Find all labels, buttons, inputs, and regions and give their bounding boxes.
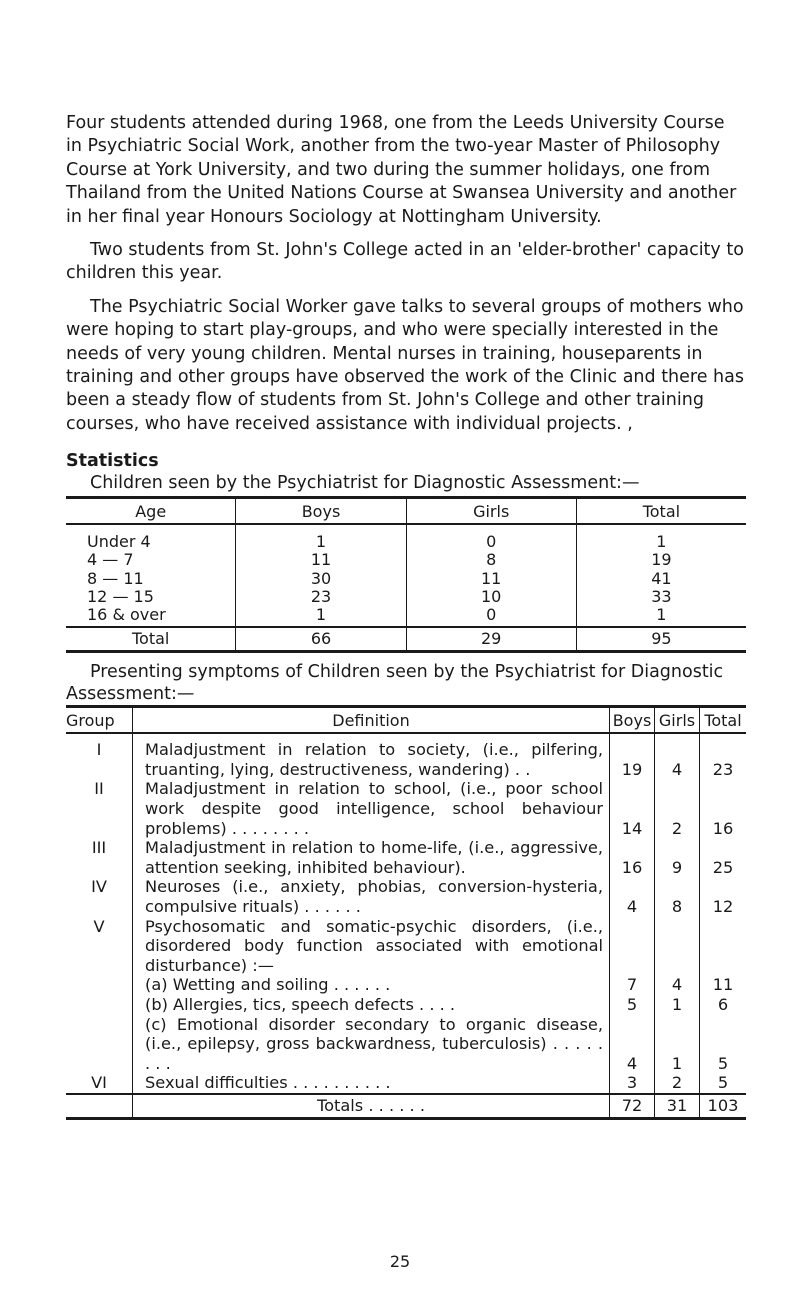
boys-cell: 11 — [310, 550, 332, 570]
group-cell: VI — [91, 1073, 107, 1093]
girls-header: Girls — [406, 498, 576, 525]
total-cell: 23 — [700, 733, 747, 779]
boys-cell: 7 — [610, 975, 655, 995]
definition-cell: Maladjustment in relation to home-life, (i.e., aggressive, attention seeking, inhibited behaviour). — [133, 838, 610, 877]
group-cell: IV — [91, 877, 107, 897]
total-cell: 5 — [700, 1015, 747, 1074]
total-cell — [700, 917, 747, 976]
total-row-label: Total — [66, 627, 236, 652]
girls-cell: 1 — [655, 995, 700, 1015]
boys-cell: 19 — [610, 733, 655, 779]
definition-header: Definition — [133, 707, 610, 734]
total-cell: 19 — [651, 550, 672, 570]
total-row-boys: 66 — [236, 627, 406, 652]
symptoms-table-caption: Presenting symptoms of Children seen by the Psychiatrist for Diagnostic Assessment:— — [66, 662, 724, 705]
total-cell: 5 — [700, 1073, 747, 1094]
boys-cell: 5 — [610, 995, 655, 1015]
total-cell: 1 — [656, 605, 667, 625]
girls-cell: 2 — [655, 1073, 700, 1094]
girls-cell: 2 — [655, 779, 700, 838]
document-page — [66, 112, 746, 1120]
age-table-caption: Children seen by the Psychiatrist for Diagnostic Assessment:— — [90, 473, 640, 494]
age-column — [66, 524, 236, 627]
total-cell: 6 — [700, 995, 747, 1015]
age-cell: 16 & over — [87, 605, 166, 625]
boys-cell: 14 — [610, 779, 655, 838]
totals-blank — [66, 1094, 133, 1119]
symptom-row — [66, 733, 746, 779]
total-header: Total — [576, 498, 746, 525]
group-cell: III — [91, 838, 107, 858]
boys-header: Boys — [610, 707, 655, 734]
girls-cell: 0 — [486, 532, 497, 552]
symptom-row — [66, 917, 746, 976]
boys-cell: 3 — [610, 1073, 655, 1094]
symptom-row — [66, 995, 746, 1015]
boys-cell: 1 — [315, 605, 327, 625]
symptom-row — [66, 975, 746, 995]
symptom-row — [66, 838, 746, 877]
symptom-row — [66, 1015, 746, 1074]
group-cell — [66, 995, 133, 1015]
girls-cell: 11 — [481, 568, 502, 588]
girls-column — [406, 524, 576, 627]
total-cell: 16 — [700, 779, 747, 838]
girls-cell: 8 — [486, 550, 497, 570]
definition-cell: (a) Wetting and soiling . . . . . . — [133, 975, 610, 995]
total-cell: 33 — [651, 586, 672, 606]
age-cell: Under 4 — [87, 532, 151, 552]
group-cell: V — [93, 916, 105, 936]
boys-column — [236, 524, 406, 627]
girls-cell: 8 — [655, 877, 700, 916]
girls-cell: 4 — [655, 733, 700, 779]
symptom-row — [66, 877, 746, 916]
symptom-row — [66, 1073, 746, 1094]
symptoms-table — [66, 705, 746, 1120]
girls-cell: 10 — [481, 586, 502, 606]
boys-cell: 23 — [310, 586, 332, 606]
boys-cell — [610, 917, 655, 976]
total-cell: 41 — [651, 568, 672, 588]
total-cell: 11 — [700, 975, 747, 995]
group-cell — [66, 1015, 133, 1074]
age-header: Age — [66, 498, 236, 525]
totals-label: Totals . . . . . . — [133, 1094, 610, 1119]
definition-cell: Neuroses (i.e., anxiety, phobias, conversion-hysteria, compulsive rituals) . . . . . . — [133, 877, 610, 916]
definition-cell: (b) Allergies, tics, speech defects . . . . — [133, 995, 610, 1015]
boys-cell: 30 — [310, 568, 332, 588]
age-cell: 12 — 15 — [87, 586, 154, 606]
age-cell: 4 — 7 — [87, 550, 134, 570]
age-cell: 8 — 11 — [87, 568, 144, 588]
group-cell — [66, 975, 133, 995]
paragraph-elder-brother: Two students from St. John's College acted in an 'elder-brother' capacity to children this year. — [66, 240, 744, 284]
definition-cell: Maladjustment in relation to school, (i.e., poor school work despite good intelligence, school behaviour problems) . . . . . . . . — [133, 779, 610, 838]
definition-cell: Sexual difficulties . . . . . . . . . . — [133, 1073, 610, 1094]
total-row-total: 95 — [576, 627, 746, 652]
total-cell: 12 — [700, 877, 747, 916]
paragraph-psychiatric-social-worker: The Psychiatric Social Worker gave talks to several groups of mothers who were hoping to start play-groups, and who were specially interested in the needs of very young children. Mental nurses in training, houseparents in training and other groups have observed the work of the Clinic and there has been a steady flow of students from St. John's College and other training courses, who have received assistance with individual projects. , — [66, 296, 744, 434]
girls-cell: 4 — [655, 975, 700, 995]
girls-cell: 1 — [655, 1015, 700, 1074]
definition-cell: Maladjustment in relation to society, (i.e., pilfering, truanting, lying, destructiveness, wandering) . . — [133, 733, 610, 779]
definition-cell: (c) Emotional disorder secondary to organic disease, (i.e., epilepsy, gross backwardness, tuberculosis) . . . . . . . . — [133, 1015, 610, 1074]
girls-header: Girls — [655, 707, 700, 734]
total-header: Total — [700, 707, 747, 734]
page-number: 25 — [389, 1252, 411, 1271]
girls-cell: 9 — [655, 838, 700, 877]
totals-girls: 31 — [655, 1094, 700, 1119]
total-cell: 25 — [700, 838, 747, 877]
symptoms-body — [66, 733, 746, 1094]
total-cell: 1 — [656, 532, 667, 552]
symptom-row — [66, 779, 746, 838]
boys-cell: 4 — [610, 1015, 655, 1074]
total-row-girls: 29 — [406, 627, 576, 652]
paragraph-students: Four students attended during 1968, one from the Leeds University Course in Psychiatric Social Work, another from the two-year Master of Philosophy Course at York University, and two during the summer holidays, one from Thailand from the United Nations Course at Swansea University and another in her final year Honours Sociology at Nottingham University. — [66, 113, 737, 227]
group-cell: II — [94, 779, 104, 799]
total-column — [576, 524, 746, 627]
totals-total: 103 — [700, 1094, 747, 1119]
boys-header: Boys — [236, 498, 406, 525]
definition-cell: Psychosomatic and somatic-psychic disorders, (i.e., disordered body function associated with emotional disturbance) :— — [133, 917, 610, 976]
girls-cell — [655, 917, 700, 976]
age-table — [66, 496, 746, 653]
boys-cell: 1 — [315, 532, 327, 552]
boys-cell: 16 — [610, 838, 655, 877]
girls-cell: 0 — [486, 605, 497, 625]
group-cell: I — [96, 740, 102, 760]
boys-cell: 4 — [610, 877, 655, 916]
group-header: Group — [66, 707, 133, 734]
totals-boys: 72 — [610, 1094, 655, 1119]
statistics-heading: Statistics — [66, 451, 159, 472]
